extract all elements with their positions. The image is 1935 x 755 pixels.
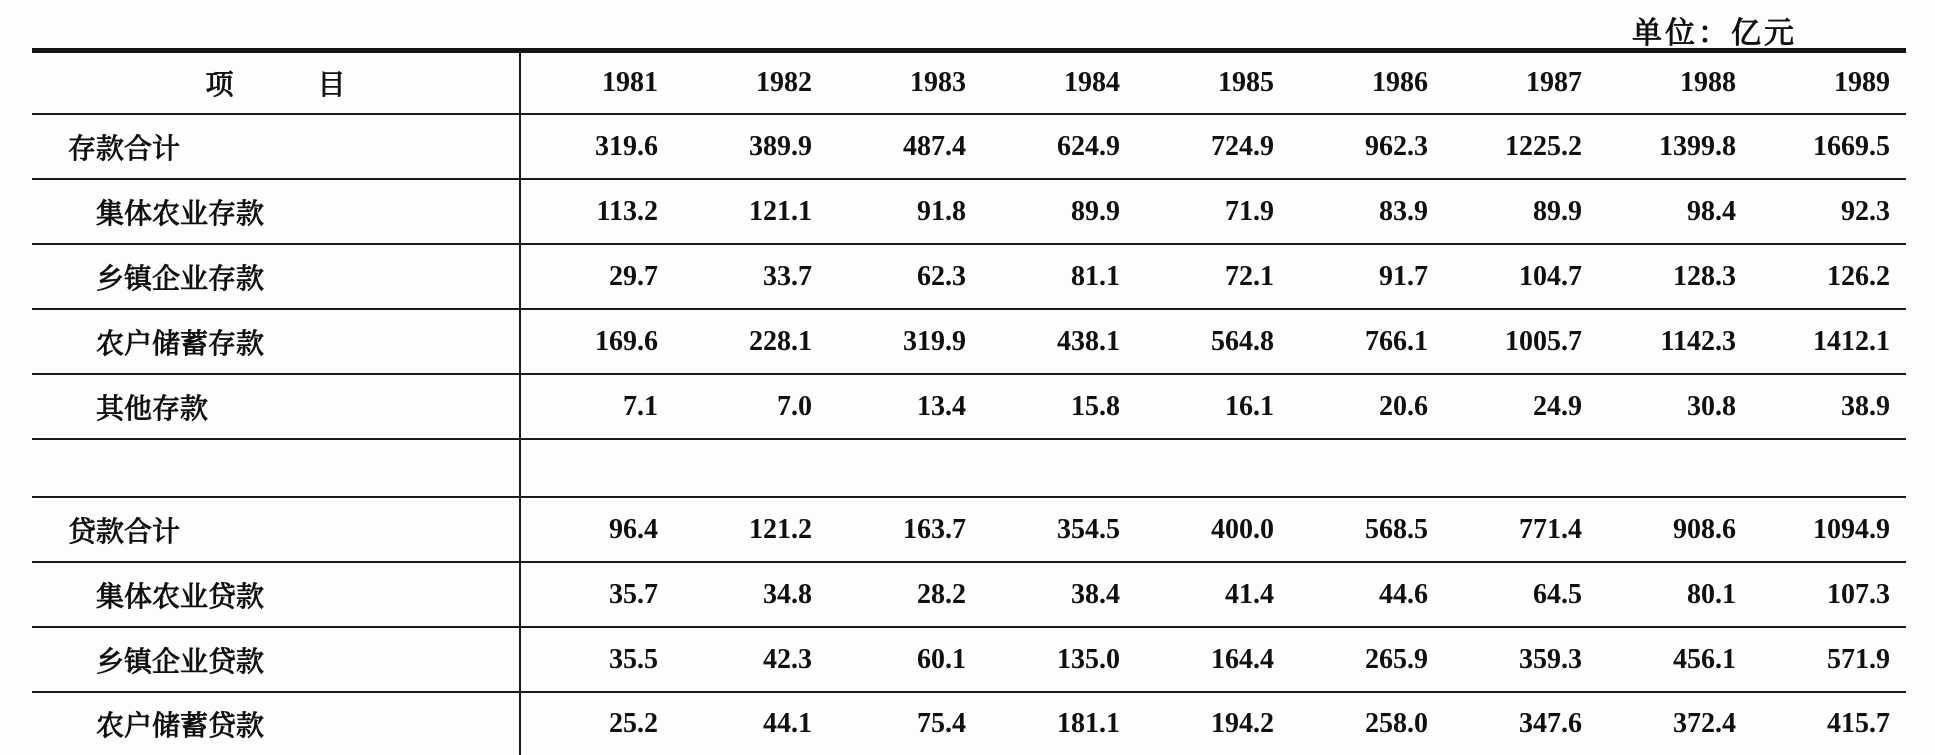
statistics-table xyxy=(32,48,1906,755)
value-cell: 319.9 xyxy=(828,309,982,374)
table-row-deposits-total xyxy=(32,114,1906,179)
value-cell: 34.8 xyxy=(674,562,828,627)
value-cell: 83.9 xyxy=(1290,179,1444,244)
value-cell: 29.7 xyxy=(520,244,674,309)
value-cell: 28.2 xyxy=(828,562,982,627)
table-row-collective-agri-deposits xyxy=(32,179,1906,244)
value-cell: 89.9 xyxy=(1444,179,1598,244)
value-cell: 564.8 xyxy=(1136,309,1290,374)
year-header: 1987 xyxy=(1444,51,1598,115)
year-header: 1986 xyxy=(1290,51,1444,115)
value-cell: 121.2 xyxy=(674,497,828,562)
value-cell: 962.3 xyxy=(1290,114,1444,179)
row-label: 其他存款 xyxy=(32,374,520,439)
value-cell: 319.6 xyxy=(520,114,674,179)
value-cell: 98.4 xyxy=(1598,179,1752,244)
value-cell: 75.4 xyxy=(917,708,966,739)
year-header: 1989 xyxy=(1752,51,1906,115)
value-cell: 96.4 xyxy=(520,497,674,562)
value-cell: 38.9 xyxy=(1752,374,1906,439)
value-cell: 7.1 xyxy=(520,374,674,439)
value-cell xyxy=(1444,439,1598,497)
value-cell: 25.2 xyxy=(609,708,658,739)
value-cell: 24.9 xyxy=(1444,374,1598,439)
value-cell: 64.5 xyxy=(1444,562,1598,627)
row-label: 集体农业贷款 xyxy=(32,562,520,627)
value-cell xyxy=(520,439,674,497)
value-cell: 15.8 xyxy=(982,374,1136,439)
value-cell: 169.6 xyxy=(520,309,674,374)
value-cell: 568.5 xyxy=(1290,497,1444,562)
year-header: 1985 xyxy=(1136,51,1290,115)
value-cell: 389.9 xyxy=(674,114,828,179)
row-label: 存款合计 xyxy=(32,114,520,179)
value-cell: 347.6 xyxy=(1519,708,1582,739)
value-cell: 44.1 xyxy=(763,708,812,739)
value-cell: 62.3 xyxy=(828,244,982,309)
value-cell: 35.7 xyxy=(520,562,674,627)
value-cell: 1005.7 xyxy=(1444,309,1598,374)
value-cell: 71.9 xyxy=(1136,179,1290,244)
value-cell xyxy=(674,439,828,497)
value-cell: 228.1 xyxy=(674,309,828,374)
value-cell: 42.3 xyxy=(674,627,828,692)
value-cell: 258.0 xyxy=(1365,708,1428,739)
item-column-header: 项 目 xyxy=(32,51,520,115)
value-cell: 359.3 xyxy=(1444,627,1598,692)
value-cell: 1669.5 xyxy=(1752,114,1906,179)
value-cell xyxy=(1752,439,1906,497)
value-cell: 7.0 xyxy=(674,374,828,439)
value-cell: 163.7 xyxy=(828,497,982,562)
row-label: 农户储蓄贷款 xyxy=(32,692,520,755)
value-cell: 104.7 xyxy=(1444,244,1598,309)
value-cell: 35.5 xyxy=(520,627,674,692)
value-cell xyxy=(982,439,1136,497)
value-cell: 41.4 xyxy=(1136,562,1290,627)
year-header: 1984 xyxy=(982,51,1136,115)
year-header: 1982 xyxy=(674,51,828,115)
row-label: 乡镇企业存款 xyxy=(32,244,520,309)
value-cell: 1225.2 xyxy=(1444,114,1598,179)
value-cell: 72.1 xyxy=(1136,244,1290,309)
value-cell: 113.2 xyxy=(520,179,674,244)
value-cell: 1399.8 xyxy=(1598,114,1752,179)
value-cell: 30.8 xyxy=(1598,374,1752,439)
value-cell: 771.4 xyxy=(1444,497,1598,562)
value-cell: 128.3 xyxy=(1598,244,1752,309)
table-row-collective-agri-loans xyxy=(32,562,1906,627)
value-cell: 44.6 xyxy=(1290,562,1444,627)
value-cell: 372.4 xyxy=(1673,708,1736,739)
value-cell: 13.4 xyxy=(828,374,982,439)
value-cell: 80.1 xyxy=(1598,562,1752,627)
value-cell: 400.0 xyxy=(1136,497,1290,562)
year-header: 1988 xyxy=(1598,51,1752,115)
value-cell: 81.1 xyxy=(982,244,1136,309)
value-cell: 487.4 xyxy=(828,114,982,179)
value-cell: 92.3 xyxy=(1752,179,1906,244)
value-cell: 908.6 xyxy=(1598,497,1752,562)
value-cell xyxy=(1136,439,1290,497)
value-cell: 624.9 xyxy=(982,114,1136,179)
row-label: 贷款合计 xyxy=(32,497,520,562)
value-cell: 181.1 xyxy=(1057,708,1120,739)
table-row-spacer xyxy=(32,439,1906,497)
row-label: 乡镇企业贷款 xyxy=(32,627,520,692)
value-cell: 135.0 xyxy=(982,627,1136,692)
value-cell: 38.4 xyxy=(982,562,1136,627)
value-cell: 1142.3 xyxy=(1598,309,1752,374)
value-cell: 91.7 xyxy=(1290,244,1444,309)
value-cell: 438.1 xyxy=(982,309,1136,374)
value-cell: 265.9 xyxy=(1290,627,1444,692)
value-cell: 91.8 xyxy=(828,179,982,244)
value-cell: 415.7 xyxy=(1827,708,1890,739)
year-header: 1983 xyxy=(828,51,982,115)
table-row-other-deposits xyxy=(32,374,1906,439)
table-row-loans-total xyxy=(32,497,1906,562)
value-cell xyxy=(1290,439,1444,497)
value-cell xyxy=(1598,439,1752,497)
row-label: 农户储蓄存款 xyxy=(32,309,520,374)
table-row-township-enterprise-loans xyxy=(32,627,1906,692)
value-cell: 354.5 xyxy=(982,497,1136,562)
value-cell: 724.9 xyxy=(1136,114,1290,179)
value-cell: 60.1 xyxy=(828,627,982,692)
value-cell: 16.1 xyxy=(1136,374,1290,439)
row-label xyxy=(32,439,520,497)
table-row-household-savings-deposits xyxy=(32,309,1906,374)
table-row-household-savings-loans xyxy=(32,692,1906,755)
unit-label: 单位：亿元 xyxy=(1632,17,1797,50)
value-cell: 107.3 xyxy=(1752,562,1906,627)
value-cell: 126.2 xyxy=(1752,244,1906,309)
value-cell: 456.1 xyxy=(1598,627,1752,692)
value-cell: 1094.9 xyxy=(1752,497,1906,562)
value-cell: 1412.1 xyxy=(1752,309,1906,374)
row-label: 集体农业存款 xyxy=(32,179,520,244)
table-row-township-enterprise-deposits xyxy=(32,244,1906,309)
value-cell: 766.1 xyxy=(1290,309,1444,374)
value-cell: 89.9 xyxy=(982,179,1136,244)
value-cell: 121.1 xyxy=(674,179,828,244)
value-cell: 20.6 xyxy=(1290,374,1444,439)
table-header-row xyxy=(32,51,1906,115)
year-header: 1981 xyxy=(520,51,674,115)
value-cell xyxy=(828,439,982,497)
value-cell: 33.7 xyxy=(674,244,828,309)
value-cell: 164.4 xyxy=(1136,627,1290,692)
value-cell: 194.2 xyxy=(1211,708,1274,739)
value-cell: 571.9 xyxy=(1752,627,1906,692)
